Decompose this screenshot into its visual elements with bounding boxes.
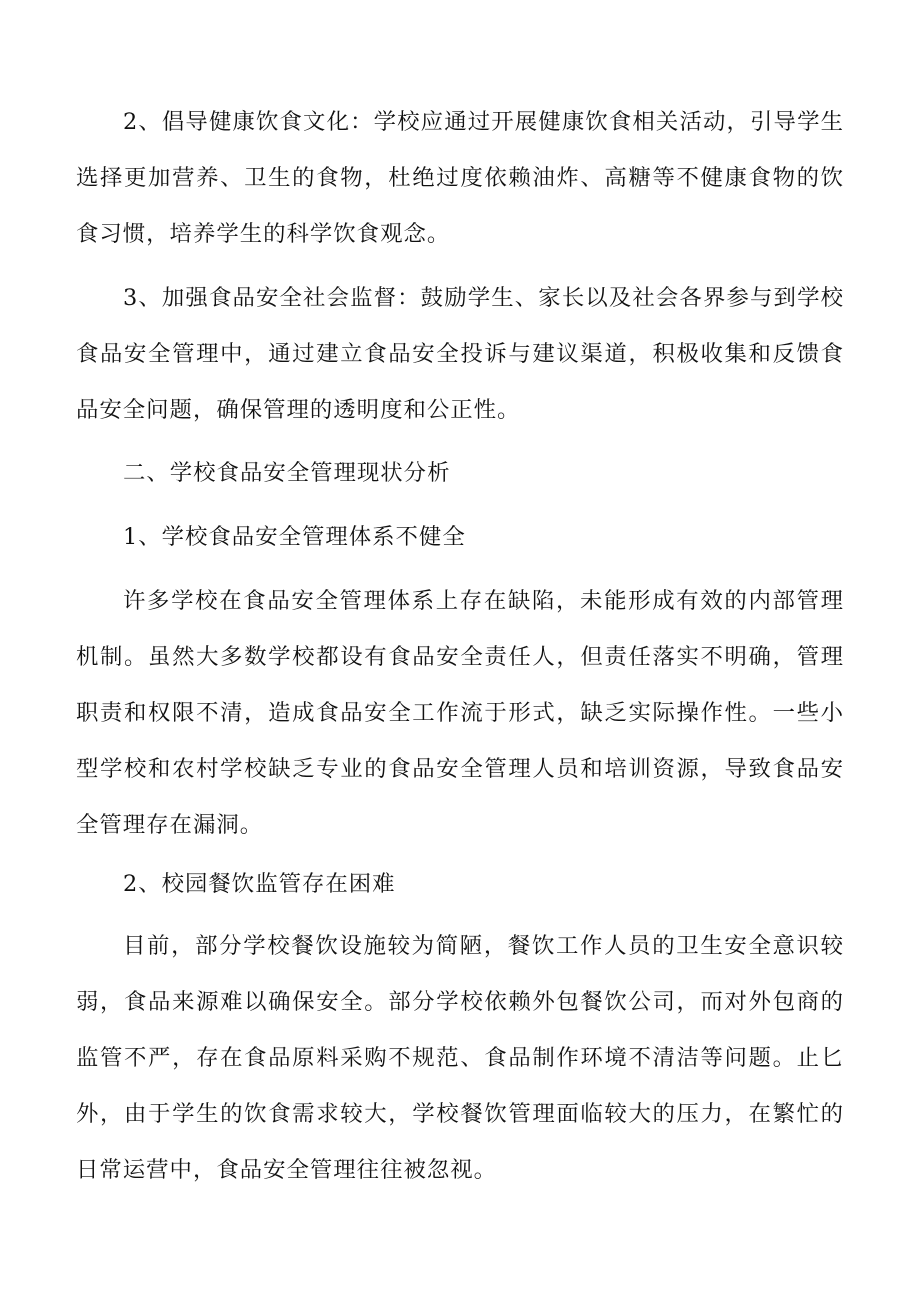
paragraph-catering-supervision: 目前，部分学校餐饮设施较为简陋，餐饮工作人员的卫生安全意识较弱，食品来源难以确保安全。部分学校依赖外包餐饮公司，而对外包商的监管不严，存在食品原料采购不规范、食品制作环境不清洁等问题。止匕外，由于学生的饮食需求较大，学校餐饮管理面临较大的压力，在繁忙的日常运营中，食品安全管理往往被忽视。	[76, 933, 844, 1183]
paragraph-management-system: 许多学校在食品安全管理体系上存在缺陷，未能形成有效的内部管理机制。虽然大多数学校都设有食品安全责任人，但责任落实不明确，管理职责和权限不清，造成食品安全工作流于形式，缺乏实际操作性。一些小型学校和农村学校缺乏专业的食品安全管理人员和培训资源，导致食品安全管理存在漏洞。	[76, 588, 844, 838]
subheading-catering-supervision: 2、校园餐饮监管存在困难	[123, 871, 396, 897]
paragraph-social-supervision: 3、加强食品安全社会监督：鼓励学生、家长以及社会各界参与到学校食品安全管理中，通过建立食品安全投诉与建议渠道，积极收集和反馈食品安全问题，确保管理的透明度和公正性。	[76, 285, 844, 423]
section-heading-status-analysis: 二、学校食品安全管理现状分析	[123, 460, 451, 486]
paragraph-healthy-diet-culture: 2、倡导健康饮食文化：学校应通过开展健康饮食相关活动，引导学生选择更加营养、卫生的食物，杜绝过度依赖油炸、高糖等不健康食物的饮食习惯，培养学生的科学饮食观念。	[76, 109, 844, 247]
subheading-management-system: 1、学校食品安全管理体系不健全	[123, 524, 466, 550]
